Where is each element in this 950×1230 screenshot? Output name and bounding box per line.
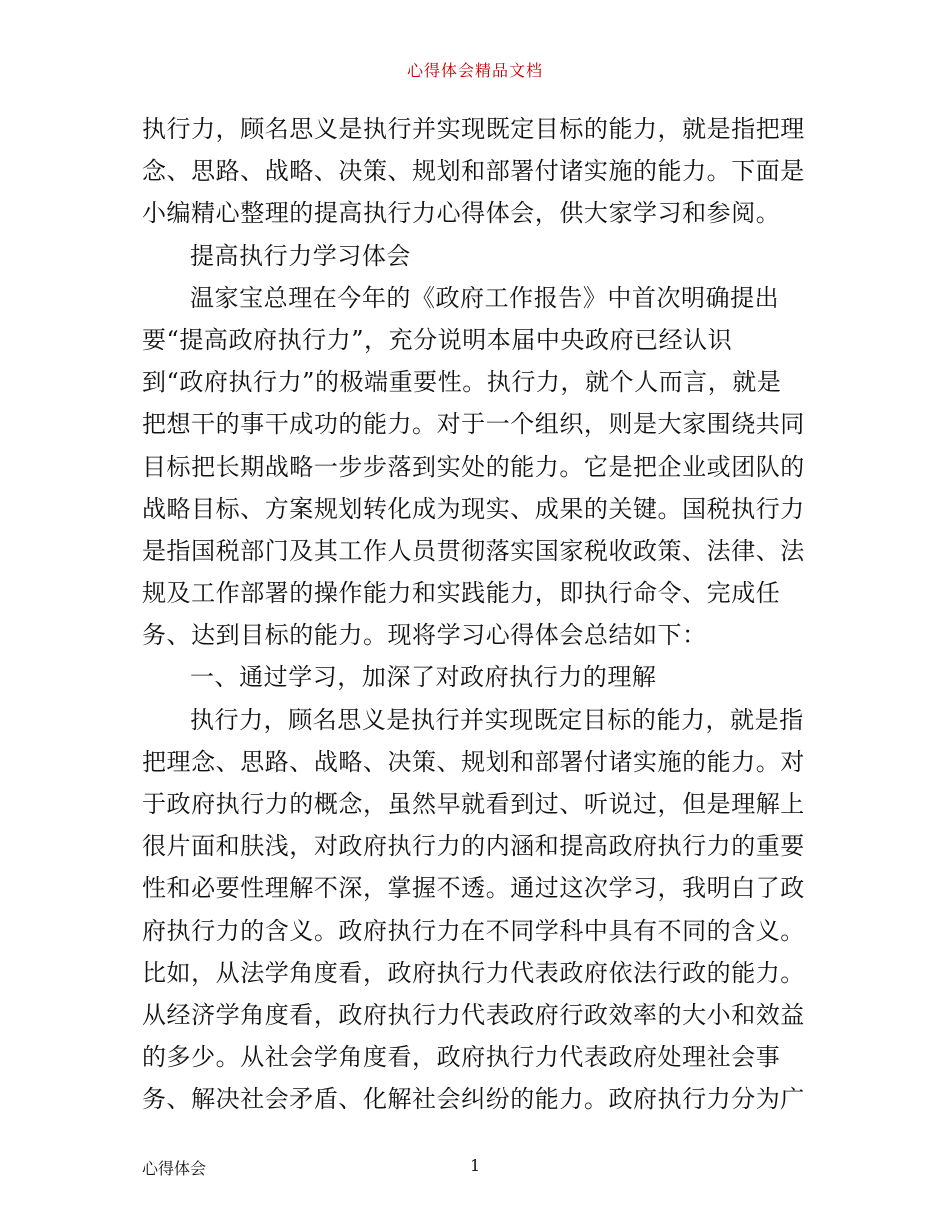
text-line: 目标把长期战略一步步落到实处的能力。它是把企业或团队的 (142, 452, 805, 481)
page-number: 1 (470, 1156, 481, 1175)
text-line: 把想干的事干成功的能力。对于一个组织，则是大家围绕共同 (142, 410, 805, 439)
text-line: 把理念、思路、战略、决策、规划和部署付诸实施的能力。对 (142, 747, 805, 776)
text-line: 规及工作部署的操作能力和实践能力，即执行命令、完成任 (142, 579, 781, 608)
text-line: 提高执行力学习体会 (190, 241, 411, 270)
text-line: 府执行力的含义。政府执行力在不同学科中具有不同的含义。 (142, 916, 805, 945)
footer-label: 心得体会 (142, 1159, 207, 1178)
document-body (142, 108, 812, 1121)
text-line: 到“政府执行力”的极端重要性。执行力，就个人而言，就是 (142, 368, 782, 397)
text-line: 比如，从法学角度看，政府执行力代表政府依法行政的能力。 (142, 958, 805, 987)
text-line: 是指国税部门及其工作人员贯彻落实国家税收政策、法律、法 (142, 536, 805, 565)
text-line: 战略目标、方案规划转化成为现实、成果的关键。国税执行力 (142, 494, 805, 523)
text-line: 小编精心整理的提高执行力心得体会，供大家学习和参阅。 (142, 199, 781, 228)
text-line: 的多少。从社会学角度看，政府执行力代表政府处理社会事 (142, 1043, 781, 1072)
text-line: 务、解决社会矛盾、化解社会纠纷的能力。政府执行力分为广 (142, 1085, 805, 1114)
text-line: 念、思路、战略、决策、规划和部署付诸实施的能力。下面是 (142, 157, 805, 186)
text-line: 执行力，顾名思义是执行并实现既定目标的能力，就是指 (190, 705, 804, 734)
text-line: 一、通过学习，加深了对政府执行力的理解 (190, 663, 657, 692)
text-line: 务、达到目标的能力。现将学习心得体会总结如下： (142, 621, 707, 650)
text-line: 温家宝总理在今年的《政府工作报告》中首次明确提出 (190, 283, 780, 312)
document-header-title: 心得体会精品文档 (406, 61, 543, 80)
text-line: 于政府执行力的概念，虽然早就看到过、听说过，但是理解上 (142, 790, 805, 818)
text-line: 很片面和肤浅，对政府执行力的内涵和提高政府执行力的重要 (142, 832, 805, 861)
text-line: 执行力，顾名思义是执行并实现既定目标的能力，就是指把理 (142, 115, 805, 143)
text-line: 要“提高政府执行力”，充分说明本届中央政府已经认识 (142, 325, 733, 354)
text-line: 从经济学角度看，政府执行力代表政府行政效率的大小和效益 (142, 1000, 805, 1029)
text-line: 性和必要性理解不深，掌握不透。通过这次学习，我明白了政 (142, 874, 805, 903)
